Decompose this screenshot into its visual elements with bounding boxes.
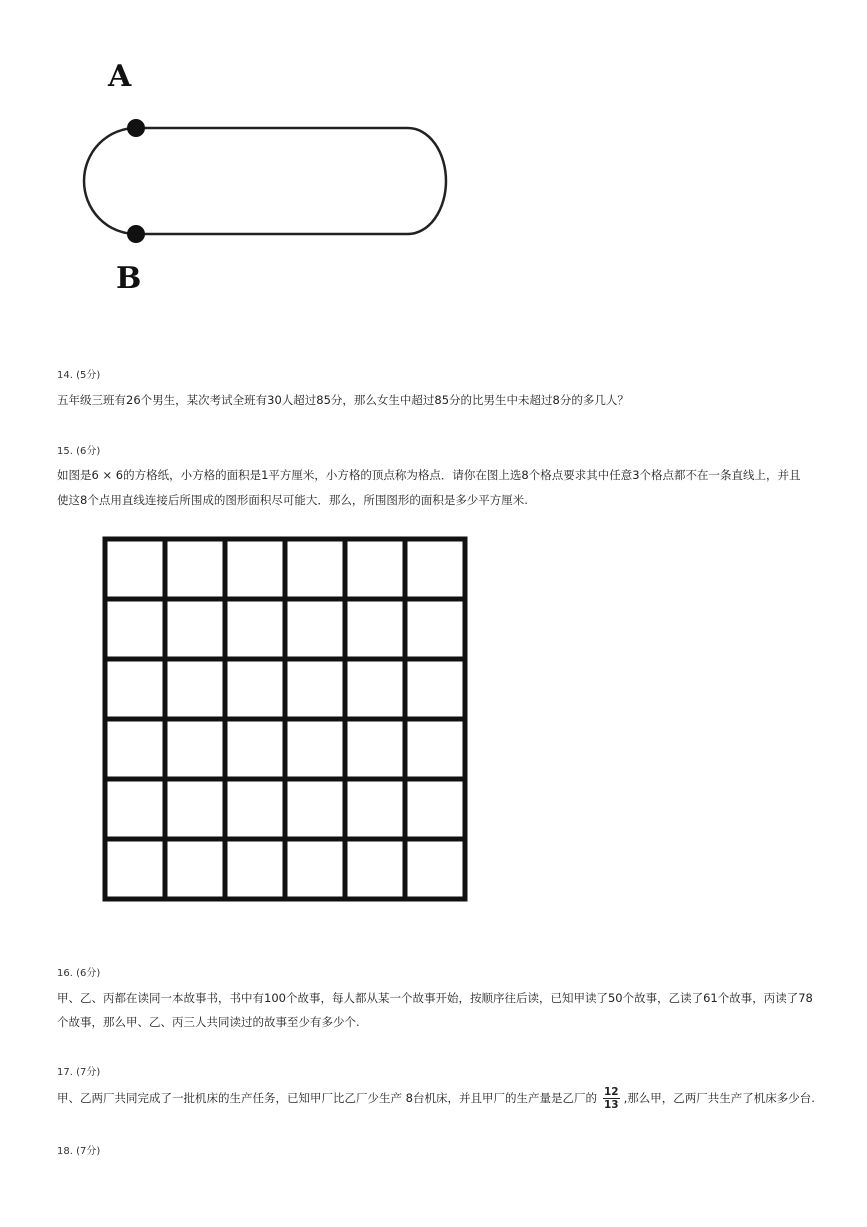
q15-number: 15. xyxy=(57,446,73,457)
q14-number: 14. xyxy=(57,370,73,381)
q18-header xyxy=(57,1142,100,1157)
q18-number: 18. xyxy=(57,1146,73,1157)
q16-text-line-2: 个故事，那么甲、乙、丙三人共同读过的故事至少有多少个. xyxy=(57,1015,360,1029)
q14-header xyxy=(57,366,100,381)
q16-header xyxy=(57,964,100,979)
q18-score: (7分) xyxy=(76,1146,101,1157)
track-figure xyxy=(70,55,470,315)
q17-header xyxy=(57,1063,100,1078)
q15-text-line-1: 如图是6 × 6的方格纸，小方格的面积是1平方厘米，小方格的顶点称为格点．请你在图上选8个格点要求其中任意3个格点都不在一条直线上，并且 xyxy=(57,468,801,482)
q17-fraction xyxy=(603,1086,620,1111)
q17-fraction-numerator: 12 xyxy=(603,1086,619,1098)
q14-text: 五年级三班有26个男生，某次考试全班有30人超过85分，那么女生中超过85分的比男生中未超过8分的多几人？ xyxy=(57,393,629,407)
q15-header xyxy=(57,442,100,457)
q17-fraction-denominator: 13 xyxy=(603,1099,619,1111)
q17-text-before: 甲、乙两厂共同完成了一批机床的生产任务，已知甲厂比乙厂少生产 8台机床，并且甲厂的生产量是乙厂的 xyxy=(57,1091,597,1105)
q15-text-line-2: 使这8个点用直线连接后所围成的图形面积尽可能大．那么，所围图形的面积是多少平方厘米. xyxy=(57,493,528,507)
q16-text-line-1: 甲、乙、丙都在读同一本故事书，书中有100个故事，每人都从某一个故事开始，按顺序往后读，已知甲读了50个故事，乙读了61个故事，丙读了78 xyxy=(57,991,813,1005)
grid-6x6 xyxy=(102,536,468,902)
track-outline xyxy=(84,128,446,234)
point-b-dot xyxy=(127,225,145,243)
point-a-label: A xyxy=(108,59,132,94)
point-a-dot xyxy=(127,119,145,137)
grid-figure xyxy=(102,536,468,902)
q17-number: 17. xyxy=(57,1067,73,1078)
point-b-label: B xyxy=(116,261,142,296)
q16-number: 16. xyxy=(57,968,73,979)
q16-score: (6分) xyxy=(76,968,101,979)
q14-score: (5分) xyxy=(76,370,101,381)
q15-score: (6分) xyxy=(76,446,101,457)
q17-score: (7分) xyxy=(76,1067,101,1078)
q17-text-after: ,那么甲，乙两厂共生产了机床多少台. xyxy=(623,1091,815,1105)
q17-text xyxy=(57,1086,815,1111)
